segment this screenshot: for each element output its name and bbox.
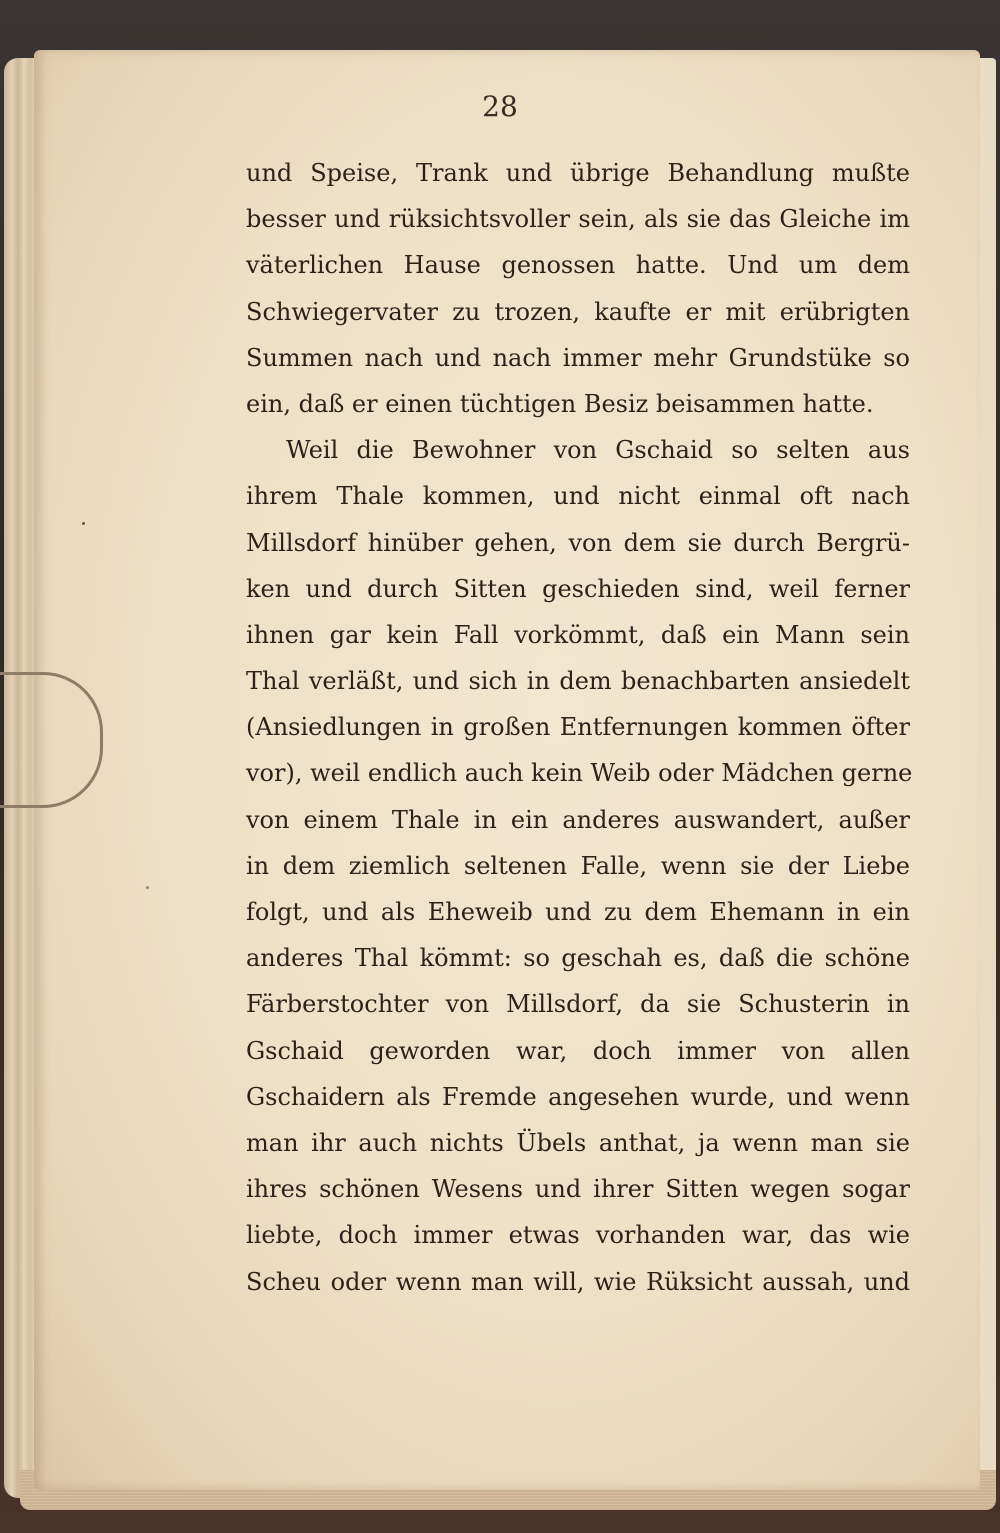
text-line: vor), weil endlich auch kein Weib oder Mädchen gerne (246, 759, 913, 788)
text-line: besser und rüksichtsvoller sein, als sie das Gleiche im (246, 205, 910, 234)
text-line: ein, daß er einen tüchtigen Besiz beisammen hatte. (246, 389, 874, 418)
text-line: Gschaid geworden war, doch immer von allen (246, 1036, 910, 1065)
text-line: ihnen gar kein Fall vorkömmt, daß ein Mann sein (246, 620, 910, 649)
text-line: Thal verläßt, und sich in dem benachbarten ansiedelt (246, 667, 910, 696)
text-line: und Speise, Trank und übrige Behandlung mußte (246, 159, 910, 187)
text-line: Weil die Bewohner von Gschaid so selten aus (286, 436, 910, 465)
text-line: Scheu oder wenn man will, wie Rüksicht aussah, und (246, 1267, 910, 1296)
text-line: liebte, doch immer etwas vorhanden war, das wie (246, 1221, 910, 1250)
text-line: Färberstochter von Millsdorf, da sie Schusterin in (246, 990, 910, 1019)
text-line: väterlichen Hause genossen hatte. Und um dem (246, 251, 910, 280)
text-line: von einem Thale in ein anderes auswandert, außer (246, 805, 910, 834)
text-line: Gschaidern als Fremde angesehen wurde, und wenn (246, 1082, 910, 1111)
paper-speck (146, 886, 149, 889)
paper-speck (82, 522, 85, 525)
text-line: in dem ziemlich seltenen Falle, wenn sie der Liebe (246, 851, 910, 880)
text-line: man ihr auch nichts Übels anthat, ja wenn man sie (246, 1128, 910, 1157)
text-line: anderes Thal kömmt: so geschah es, daß die schöne (246, 944, 910, 973)
page-number: 28 (482, 90, 518, 123)
text-line: Summen nach und nach immer mehr Grundstüke so (246, 343, 910, 372)
text-line: folgt, und als Eheweib und zu dem Ehemann in ein (246, 898, 910, 926)
text-line: ken und durch Sitten geschieden sind, weil ferner (246, 574, 910, 603)
text-line: ihres schönen Wesens und ihrer Sitten wegen sogar (246, 1175, 910, 1204)
text-line: ihrem Thale kommen, und nicht einmal oft nach (246, 482, 910, 511)
text-line: (Ansiedlungen in großen Entfernungen kommen öfter (246, 713, 910, 742)
text-line: Millsdorf hinüber gehen, von dem sie durch Bergrü- (246, 528, 910, 557)
body-text (246, 150, 913, 1305)
bookmark-ribbon (0, 672, 103, 808)
text-line: Schwiegervater zu trozen, kaufte er mit erübrigten (246, 297, 910, 326)
